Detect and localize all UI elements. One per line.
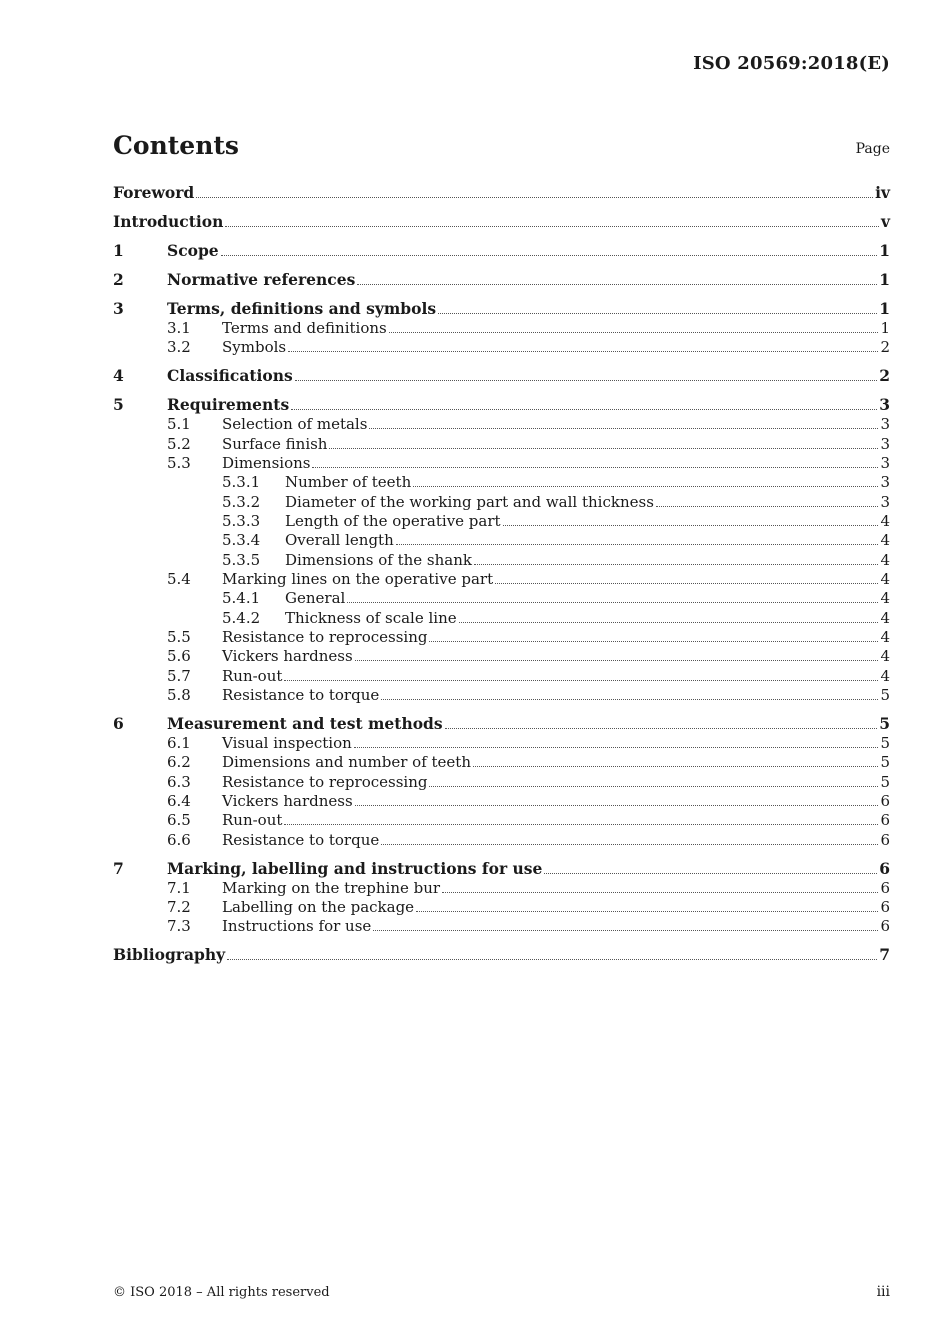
toc-entry-page: 5 [880,753,890,772]
toc-entry-page: 4 [880,589,890,608]
dot-leader [196,196,873,198]
toc-entry-title[interactable]: Number of teeth [285,473,412,492]
toc-entry-body [285,590,890,606]
toc-entry-body [222,455,890,471]
dot-leader [389,331,879,333]
toc-entry[interactable] [113,550,890,569]
toc-entry-body [222,571,890,587]
toc-entry-number: 7.2 [167,898,191,917]
toc-entry-number: 5.4.2 [222,608,261,627]
dot-leader [459,621,879,623]
toc-entry[interactable] [113,917,890,936]
toc-entry[interactable] [113,319,890,338]
toc-entry-page: 4 [880,666,890,685]
toc-entry-page: 4 [880,531,890,550]
toc-entry[interactable] [113,270,890,289]
toc-entry-number: 5.3 [167,453,191,472]
toc-entry-page: 4 [880,511,890,530]
toc-entry-body [222,812,890,828]
toc-entry-number: 4 [113,366,124,386]
copyright-notice: © ISO 2018 – All rights reserved [113,1285,330,1300]
toc-entry-page: 4 [880,569,890,588]
toc-entry-title[interactable]: Vickers hardness [222,792,353,811]
toc-entry-title[interactable]: Terms, definitions and symbols [167,298,437,318]
toc-entry-title[interactable]: Resistance to reprocessing [222,627,428,646]
toc-entry-body [222,832,890,848]
toc-entry-body [167,368,890,384]
toc-entry-title[interactable]: Vickers hardness [222,647,353,666]
toc-entry[interactable] [113,367,890,386]
toc-entry[interactable] [113,811,890,830]
toc-entry-body [167,269,890,289]
document-id: ISO 20569:2018(E) [693,53,890,74]
toc-entry-number: 5.3.5 [222,550,261,569]
dot-leader [442,891,878,893]
toc-entry-body [222,918,890,934]
dot-leader [503,524,879,526]
dot-leader [284,823,878,825]
toc-entry-body [222,668,890,684]
toc-entry[interactable] [113,753,890,772]
toc-entry-page: 1 [879,269,890,289]
dot-leader [355,659,879,661]
toc-entry-body [222,320,890,336]
toc-entry-number: 5.4.1 [222,589,261,608]
dot-leader [369,427,878,429]
toc-entry[interactable] [113,512,890,531]
toc-entry[interactable] [113,299,890,318]
toc-entry-page: 4 [880,608,890,627]
toc-entry[interactable] [113,213,890,232]
toc-entry-number: 3.1 [167,318,191,337]
toc-entry-number: 5.3.3 [222,511,261,530]
toc-entry-body [167,298,890,318]
toc-entry-number: 6.2 [167,753,191,772]
toc-entry-title[interactable]: Dimensions of the shank [285,550,472,569]
dot-leader [373,929,878,931]
toc-entry-title[interactable]: Normative references [167,269,356,289]
toc-entry-number: 6.6 [167,830,191,849]
toc-entry-number: 5.2 [167,434,191,453]
toc-entry-title[interactable]: Dimensions [222,453,311,472]
toc-entry-page: iv [875,183,890,203]
dot-leader [381,698,878,700]
toc-entry-number: 5.6 [167,647,191,666]
toc-entry-page: 3 [880,453,890,472]
toc-entry-page: 1 [879,240,890,260]
toc-entry-page: 6 [880,878,890,897]
toc-entry-page: 4 [880,550,890,569]
dot-leader [473,765,878,767]
dot-leader [329,447,878,449]
toc-entry-page: 5 [879,713,890,733]
toc-entry-title[interactable]: Resistance to torque [222,685,380,704]
toc-entry[interactable] [113,792,890,811]
toc-entry-title[interactable]: Marking lines on the operative part [222,569,494,588]
toc-entry-body [222,899,890,915]
page-number: iii [876,1284,890,1300]
toc-entry-number: 6.5 [167,811,191,830]
toc-entry[interactable] [113,184,890,203]
toc-entry-body [222,436,890,452]
toc-entry[interactable] [113,242,890,261]
toc-entry-page: 3 [880,492,890,511]
dot-leader [416,910,878,912]
toc-entry-page: 3 [879,394,890,414]
dot-leader [227,958,877,960]
dot-leader [495,582,878,584]
toc-entry-page: 1 [880,318,890,337]
toc-entry-number: 6.4 [167,792,191,811]
toc-entry-number: 7.3 [167,917,191,936]
toc-entry-number: 5.7 [167,666,191,685]
toc-entry-body [113,185,890,201]
toc-entry-body [222,880,890,896]
toc-entry-number: 7.1 [167,878,191,897]
toc-entry[interactable] [113,415,890,434]
toc-entry-number: 5.3.1 [222,473,261,492]
toc-entry-title[interactable]: General [285,589,346,608]
toc-entry[interactable] [113,570,890,589]
toc-entry-body [222,648,890,664]
toc-entry-number: 6.3 [167,772,191,791]
toc-entry-number: 5.1 [167,415,191,434]
toc-entry-title[interactable]: Resistance to torque [222,830,380,849]
dot-leader [445,727,878,729]
toc-entry-body [222,754,890,770]
toc-entry-title[interactable]: Classifications [167,366,293,386]
toc-entry-body [167,858,890,878]
toc-entry-body [113,214,890,230]
toc-entry-page: 4 [880,627,890,646]
toc-entry[interactable] [113,628,890,647]
toc-entry[interactable] [113,859,890,878]
toc-entry[interactable] [113,772,890,791]
toc-entry-title[interactable]: Selection of metals [222,415,368,434]
toc-entry-page: 3 [880,415,890,434]
toc-entry-title[interactable]: Dimensions and number of teeth [222,753,471,772]
toc-entry[interactable] [113,338,890,357]
toc-entry-number: 7 [113,858,124,878]
dot-leader [357,283,877,285]
dot-leader [312,466,878,468]
toc-entry-body [222,793,890,809]
toc-entry[interactable] [113,647,890,666]
toc-entry-title[interactable]: Run-out [222,666,283,685]
toc-entry-title[interactable]: Requirements [167,394,290,414]
dot-leader [354,746,879,748]
toc-entry[interactable] [113,734,890,753]
dot-leader [381,843,878,845]
toc-entry-title[interactable]: Length of the operative part [285,511,501,530]
dot-leader [284,679,878,681]
toc-entry[interactable] [113,396,890,415]
toc-entry-page: 6 [880,898,890,917]
dot-leader [347,601,878,603]
toc-entry-body [222,774,890,790]
toc-entry[interactable] [113,898,890,917]
toc-entry-page: 5 [880,734,890,753]
dot-leader [225,225,879,227]
toc-entry-number: 5 [113,394,124,414]
table-of-contents [113,184,890,965]
dot-leader [291,408,877,410]
toc-entry-page: 6 [880,830,890,849]
toc-entry-number: 6 [113,713,124,733]
toc-entry-title[interactable]: Diameter of the working part and wall thickness [285,492,654,511]
toc-entry-title[interactable]: Marking, labelling and instructions for use [167,858,543,878]
dot-leader [221,254,878,256]
toc-entry[interactable] [113,666,890,685]
dot-leader [396,543,879,545]
toc-entry-page: 6 [880,811,890,830]
toc-entry[interactable] [113,454,890,473]
toc-entry-number: 3 [113,298,124,318]
toc-entry-body [285,610,890,626]
toc-entry-body [167,240,890,260]
toc-entry-body [285,532,890,548]
toc-entry-page: 4 [880,647,890,666]
toc-entry-body [222,629,890,645]
toc-entry[interactable] [113,946,890,965]
toc-entry[interactable] [113,473,890,492]
toc-entry-title[interactable]: Foreword [113,183,195,203]
toc-entry-page: 1 [879,298,890,318]
dot-leader [656,505,879,507]
toc-entry-number: 5.8 [167,685,191,704]
toc-entry[interactable] [113,531,890,550]
toc-entry-title[interactable]: Scope [167,240,219,260]
toc-entry[interactable] [113,879,890,898]
toc-entry-title[interactable]: Symbols [222,338,287,357]
dot-leader [474,563,878,565]
toc-entry-title[interactable]: Measurement and test methods [167,713,443,733]
toc-entry-title[interactable]: Resistance to reprocessing [222,772,428,791]
toc-entry-body [167,394,890,414]
toc-entry-title[interactable]: Instructions for use [222,917,372,936]
toc-entry[interactable] [113,608,890,627]
toc-entry-title[interactable]: Terms and definitions [222,318,387,337]
toc-entry-page: 6 [880,917,890,936]
dot-leader [438,312,877,314]
toc-entry-title[interactable]: Marking on the trephine bur [222,878,441,897]
toc-entry-title[interactable]: Labelling on the package [222,898,415,917]
toc-entry[interactable] [113,686,890,705]
dot-leader [413,485,878,487]
toc-entry[interactable] [113,714,890,733]
toc-entry-page: 5 [880,685,890,704]
toc-entry[interactable] [113,589,890,608]
toc-entry-number: 6.1 [167,734,191,753]
toc-entry-body [285,474,890,490]
toc-entry-body [222,339,890,355]
toc-entry-body [285,552,890,568]
toc-entry-title[interactable]: Run-out [222,811,283,830]
toc-entry-title[interactable]: Overall length [285,531,394,550]
toc-entry-title[interactable]: Introduction [113,212,224,232]
page-column-label: Page [855,141,890,157]
toc-entry-title[interactable]: Surface finish [222,434,328,453]
toc-entry-body [113,947,890,963]
dot-leader [288,350,878,352]
toc-entry-page: 3 [880,473,890,492]
dot-leader [295,379,877,381]
toc-entry-number: 5.4 [167,569,191,588]
toc-entry-number: 2 [113,269,124,289]
toc-entry-body [222,416,890,432]
toc-entry-title[interactable]: Bibliography [113,945,226,965]
toc-entry-body [285,494,890,510]
toc-entry-number: 5.3.2 [222,492,261,511]
toc-entry-number: 5.5 [167,627,191,646]
toc-entry-page: 7 [879,945,890,965]
toc-entry-title[interactable]: Thickness of scale line [285,608,457,627]
toc-entry[interactable] [113,830,890,849]
toc-entry-page: 5 [880,772,890,791]
dot-leader [429,785,878,787]
toc-entry-title[interactable]: Visual inspection [222,734,352,753]
dot-leader [429,640,878,642]
toc-entry[interactable] [113,434,890,453]
dot-leader [355,804,879,806]
toc-entry-page: 2 [880,338,890,357]
page-title: Contents [113,131,240,160]
dot-leader [544,872,877,874]
toc-entry-page: 6 [880,792,890,811]
toc-entry-number: 5.3.4 [222,531,261,550]
toc-entry-body [222,735,890,751]
toc-entry-page: 6 [879,858,890,878]
toc-entry-page: 2 [879,366,890,386]
toc-entry-body [167,713,890,733]
toc-entry-number: 3.2 [167,338,191,357]
toc-entry-body [222,687,890,703]
toc-entry-page: v [880,212,890,232]
toc-entry-body [285,513,890,529]
toc-entry-number: 1 [113,240,124,260]
toc-entry[interactable] [113,492,890,511]
toc-entry-page: 3 [880,434,890,453]
